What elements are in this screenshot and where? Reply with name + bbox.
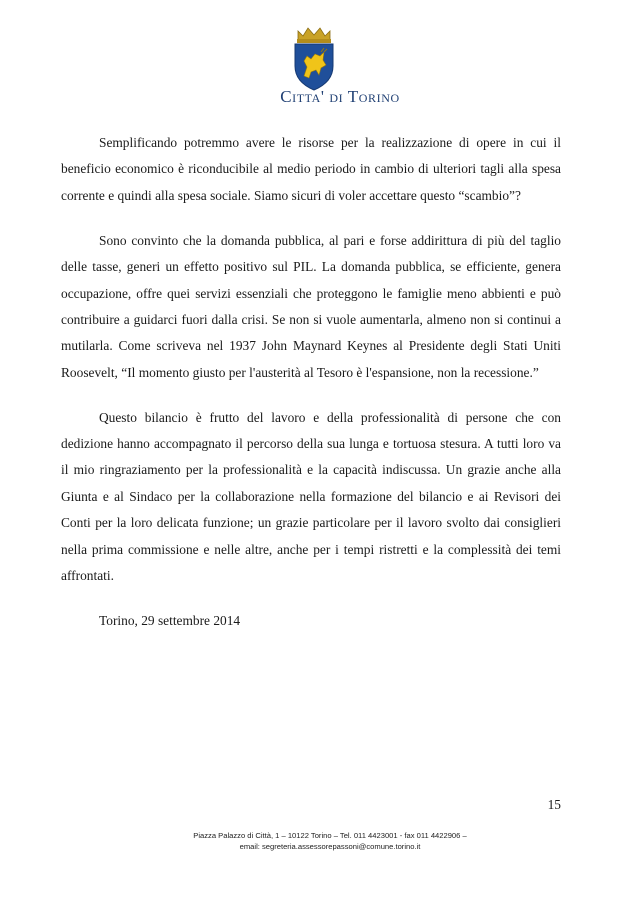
paragraph: Sono convinto che la domanda pubblica, al pari e forse addirittura di più del taglio delle tasse, generi un effetto positivo sul PIL. La domanda pubblica, se efficiente, genera occupazione, offre quei servizi essenziali che proteggono le famiglie meno abbienti e può contribuire a guidarci fuori dalla crisi. Se non si vuole aumentarla, almeno non si continui a mutilarla. Come scriveva nel 1937 John Maynard Keynes al Presidente degli Stati Uniti Roosevelt, “Il momento giusto per l'austerità al Tesoro è l'espansione, non la recessione.” (61, 232, 561, 380)
paragraph: Questo bilancio è frutto del lavoro e della professionalità di persone che con dedizione hanno accompagnato il percorso della sua lunga e tortuosa stesura. A tutti loro va il mio ringraziamento per la professionalità e la capacità indiscussa. Un grazie anche alla Giunta e al Sindaco per la collaborazione nella formazione del bilancio e ai Revisori dei Conti per la loro delicata funzione; un grazie particolare per il lavoro svolto dai consiglieri nella prima commissione e nelle altre, anche per i tempi ristretti e la complessità dei temi affrontati. (61, 409, 561, 584)
letter-body (61, 130, 561, 634)
paragraph: Semplificando potremmo avere le risorse per la realizzazione di opere in cui il beneficio economico è riconducibile al medio periodo in cambio di ulteriori tagli alla spesa corrente e quindi alla spesa sociale. Siamo sicuri di voler accettare questo “scambio”? (61, 135, 561, 203)
city-name: Citta' di Torino (280, 87, 400, 106)
page-number: 15 (547, 797, 561, 812)
footer (0, 830, 638, 852)
turin-coat-of-arms-icon (290, 26, 338, 92)
letterhead (0, 20, 638, 110)
footer-email: email: segreteria.assessorepassoni@comune.torino.it (239, 842, 421, 851)
date-signoff: Torino, 29 settembre 2014 (99, 613, 241, 628)
footer-address: Piazza Palazzo di Città, 1 – 10122 Torino – Tel. 011 4423001 - fax 011 4422906 – (193, 831, 467, 840)
